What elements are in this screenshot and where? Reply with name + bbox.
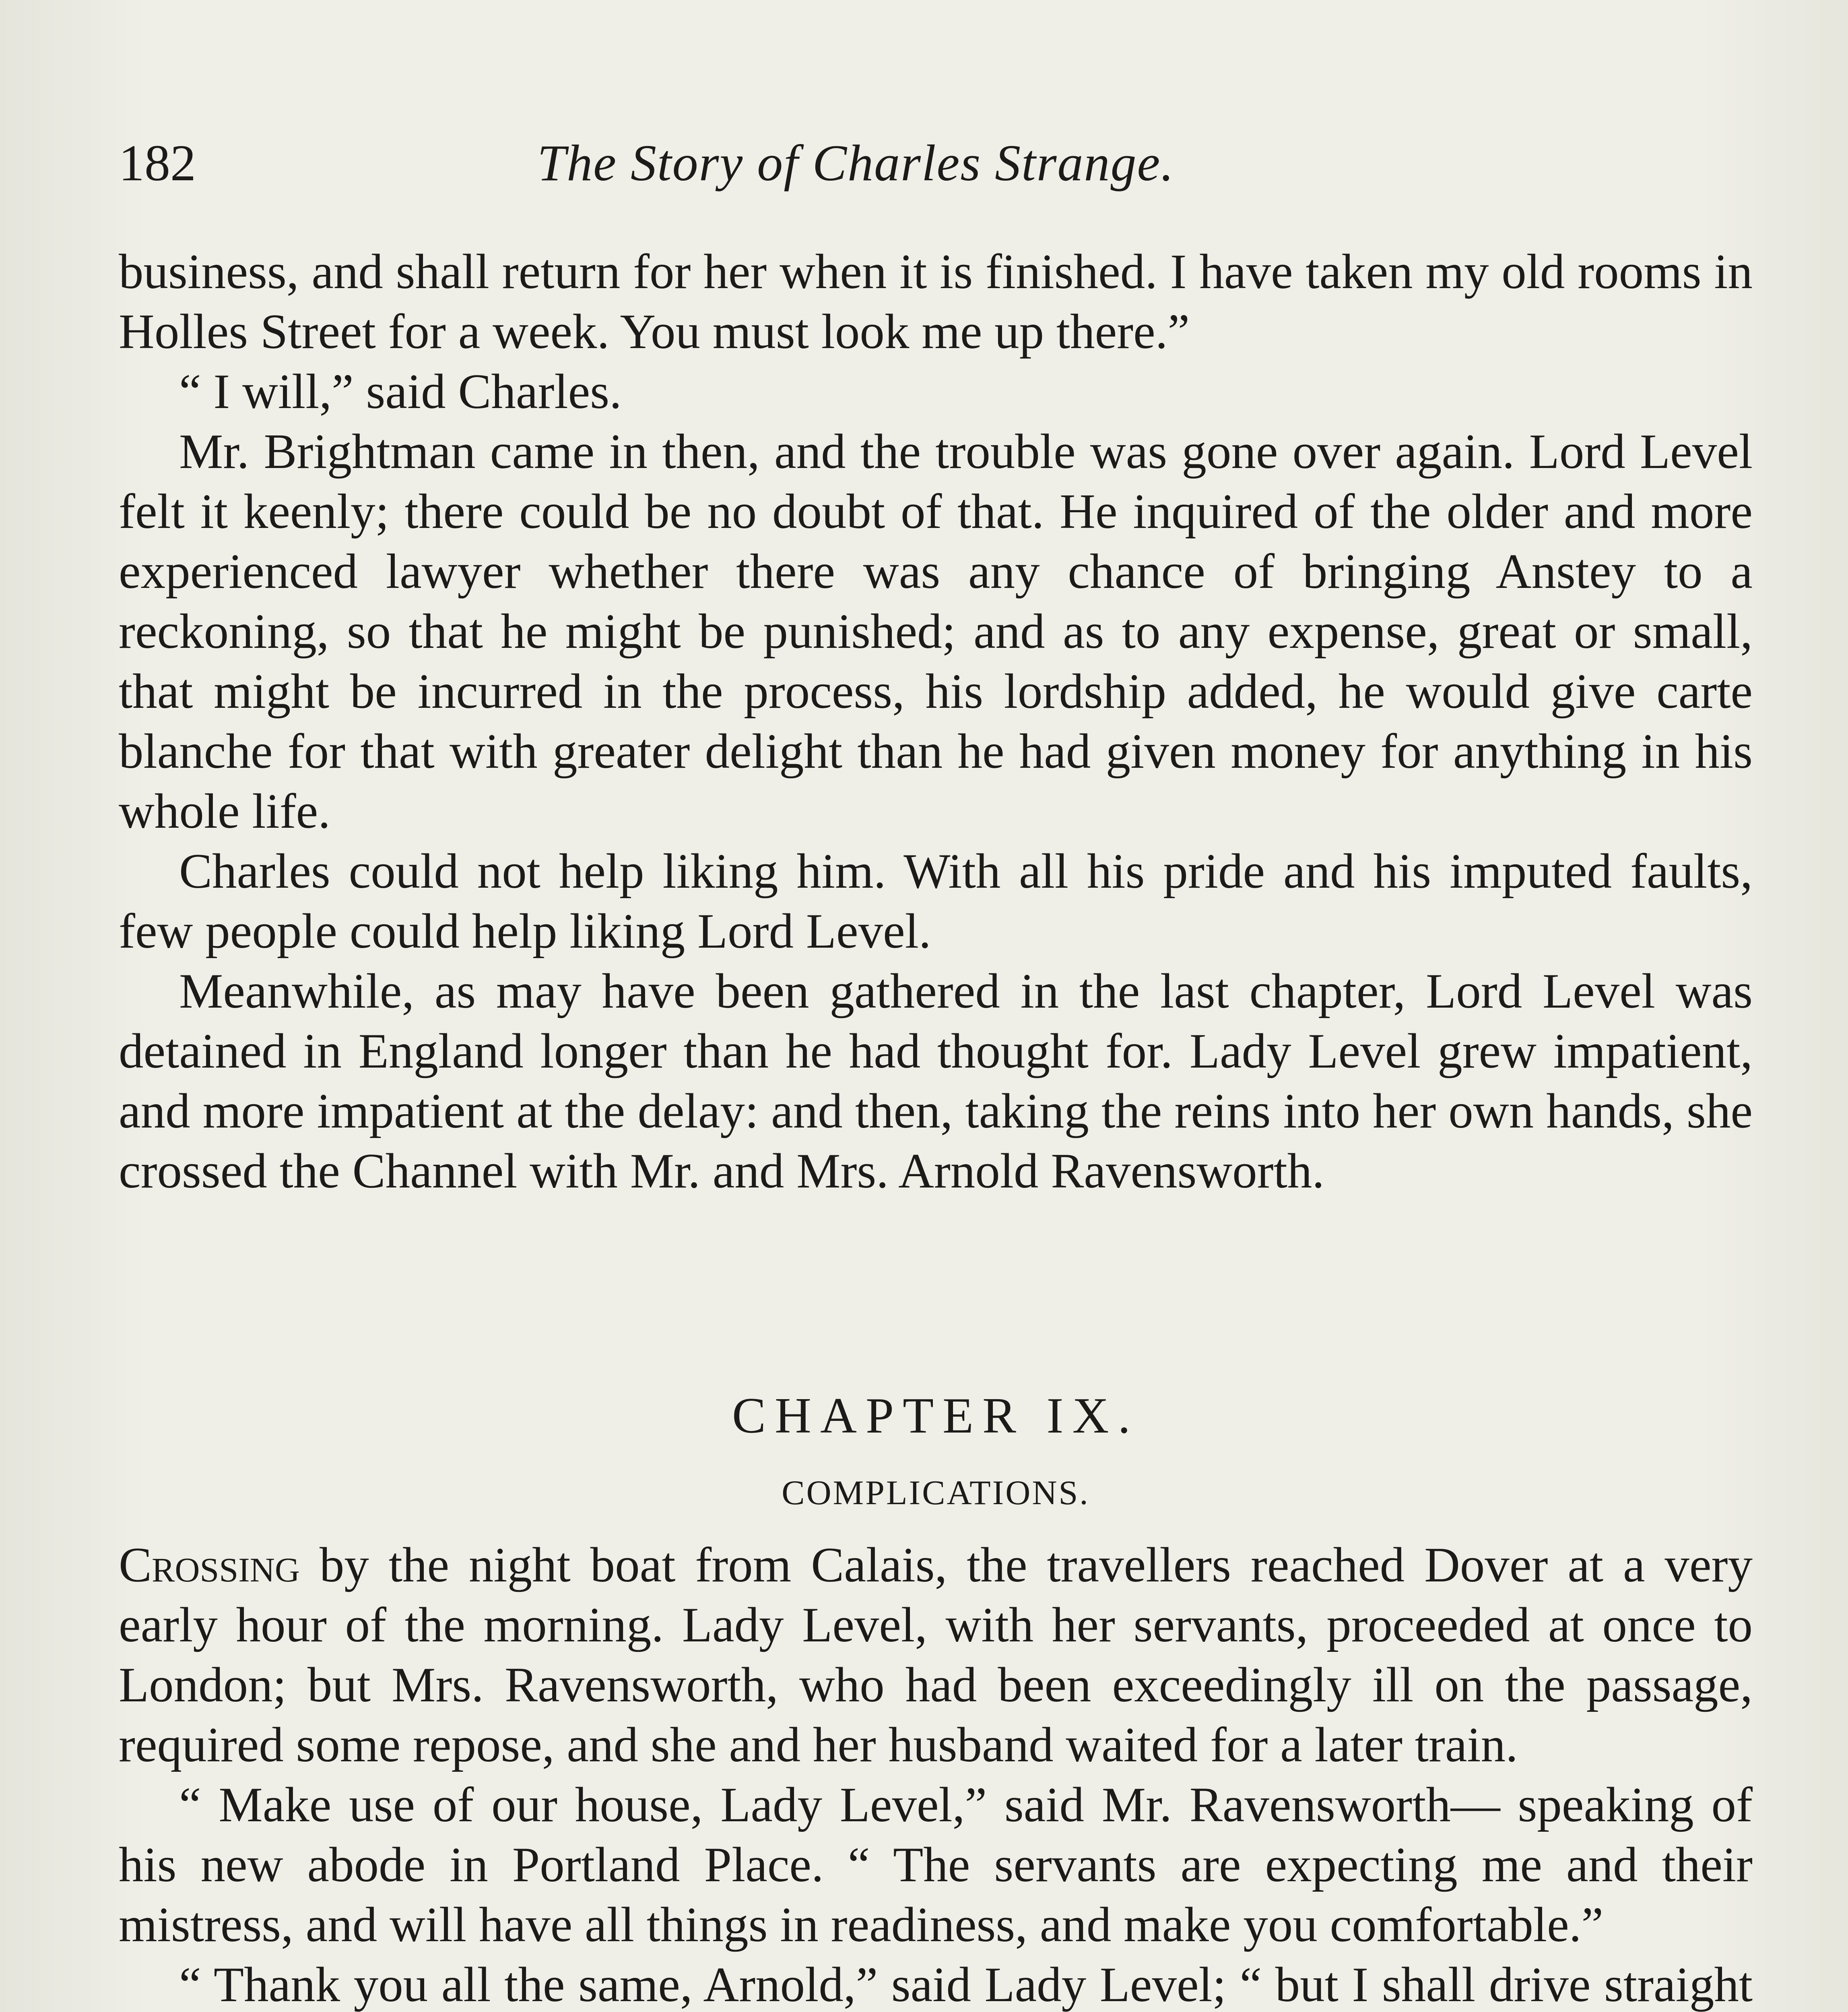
paragraph: “ I will,” said Charles. [179,364,622,419]
page-number: 182 [119,134,196,192]
running-head [119,133,1753,193]
paragraph-continued: business, and shall return for her when it is finished. I have taken my old rooms in Holles Street for a week. You must look me up there.” [119,244,1753,359]
opening-text: by the night boat from Calais, the travellers reached Dover at a very early hour of the morning. Lady Level, with her servants, proceeded at once to London; but Mrs. Ravensworth, who had been exceedingly ill on the passage, required some repose, and she and her husband waited for a later train. [119,1537,1753,1772]
paragraph: “ Make use of our house, Lady Level,” said Mr. Ravensworth— speaking of his new abode in Portland Place. “ The servants are expecting me and their mistress, and will have all things in readiness, and make you comfortable.” [119,1777,1753,1952]
chapter-subtitle: COMPLICATIONS. [782,1473,1090,1512]
running-title: The Story of Charles Strange. [537,134,1175,192]
paragraph: Mr. Brightman came in then, and the trouble was gone over again. Lord Level felt it keenly; there could be no doubt of that. He inquired of the older and more experienced lawyer whether there was any chance of bringing Anstey to a reckoning, so that he might be punished; and as to any expense, great or small, that might be incurred in the process, his lordship added, he would give carte blanche for that with greater delight than he had given money for anything in his whole life. [119,424,1753,839]
opening-word: Crossing [119,1537,300,1592]
body-text [119,241,1753,2012]
paragraph: Charles could not help liking him. With all his pride and his imputed faults, few people could help liking Lord Level. [119,843,1753,959]
chapter-opening-paragraph [119,1535,1753,1775]
chapter-heading: CHAPTER IX. [732,1388,1140,1444]
paragraph: “ Thank you all the same, Arnold,” said Lady Level; “ but I shall drive straight [179,1957,1753,2012]
paragraph: Meanwhile, as may have been gathered in the last chapter, Lord Level was detained in England longer than he had thought for. Lady Level grew impatient, and more impatient at the delay: and then, taking the reins into her own hands, she crossed the Channel with Mr. and Mrs. Arnold Ravensworth. [119,963,1753,1198]
